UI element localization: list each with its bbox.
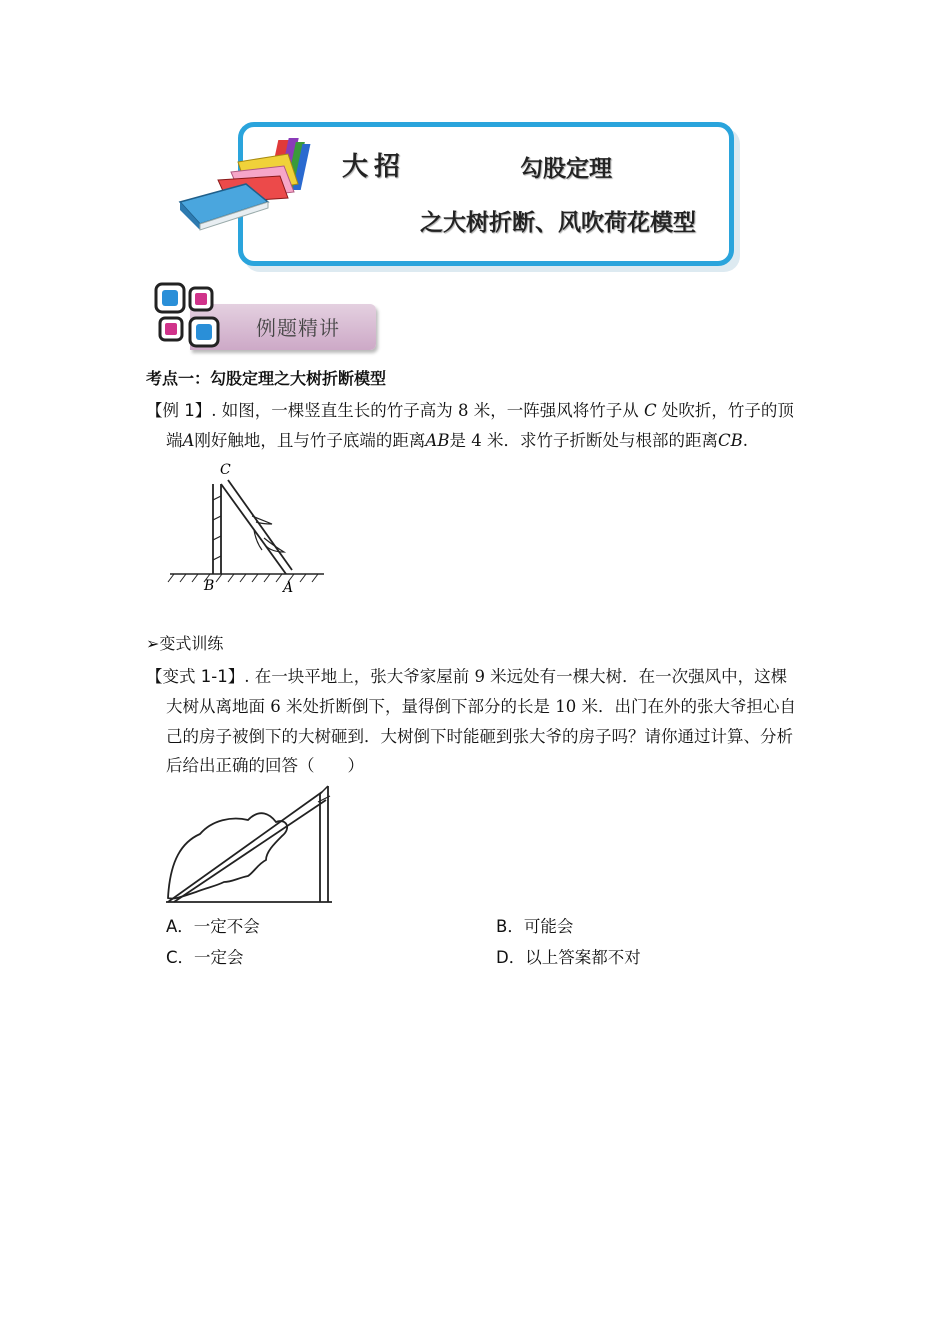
example1-text-1b: 处吹折，竹子的顶	[661, 401, 794, 420]
figure-label-c: C	[220, 462, 231, 478]
tree-house-figure	[162, 780, 336, 906]
example1-line2	[166, 426, 748, 456]
practice-line3: 己的房子被倒下的大树砸到．大树倒下时能砸到张大爷的房子吗？请你通过计算、分析	[166, 727, 793, 746]
example1-var-ab: AB	[425, 431, 450, 450]
practice-text-1: . 在一块平地上，张大爷家屋前 9 米远处有一棵大树．在一次强风中，这棵	[244, 667, 788, 686]
point-title: 考点一：勾股定理之大树折断模型	[146, 369, 387, 388]
banner-subtitle: 之大树折断、风吹荷花模型	[420, 209, 696, 236]
option-d-text: 以上答案都不对	[525, 948, 641, 967]
option-a-text: 一定不会	[193, 917, 260, 936]
practice-line1	[146, 662, 787, 692]
option-a[interactable]	[166, 912, 260, 942]
example1-text-2d: .	[742, 431, 748, 450]
option-b-text: 可能会	[523, 917, 574, 936]
example1-text-2a: 端	[166, 431, 183, 450]
squares-icon	[154, 282, 224, 352]
section-badge-label: 例题精讲	[256, 316, 340, 340]
example1-var-cb: CB	[717, 431, 743, 450]
bamboo-figure	[166, 458, 328, 598]
example1-text-1a: . 如图，一棵竖直生长的竹子高为 8 米，一阵强风将竹子从	[211, 401, 639, 420]
option-d[interactable]	[496, 943, 641, 973]
practice-heading: ➢变式训练	[146, 634, 224, 653]
books-icon	[176, 132, 336, 232]
banner-title-left: 大招	[342, 152, 407, 182]
example1-text-2c: 是 4 米．求竹子折断处与根部的距离	[449, 431, 718, 450]
practice-tag: 【变式 1-1】	[146, 667, 245, 686]
figure-label-a: A	[283, 580, 294, 596]
example1-tag: 【例 1】	[146, 401, 212, 420]
example1-var-a: A	[182, 431, 195, 450]
option-b[interactable]	[496, 912, 573, 942]
option-c-text: 一定会	[194, 948, 244, 967]
practice-line2: 大树从离地面 6 米处折断倒下，量得倒下部分的长是 10 米．出门在外的张大爷担心自	[166, 697, 796, 716]
banner-title-right: 勾股定理	[520, 155, 612, 182]
figure-label-b: B	[204, 578, 215, 594]
option-a-letter: A．	[166, 917, 194, 936]
example1-line1	[146, 396, 794, 426]
option-c[interactable]	[166, 943, 244, 973]
option-c-letter: C．	[166, 948, 195, 967]
practice-line4: 后给出正确的回答（ ）	[166, 756, 364, 775]
example1-var-c: C	[643, 401, 657, 420]
example1-text-2b: 刚好触地，且与竹子底端的距离	[194, 431, 426, 450]
option-d-letter: D．	[496, 948, 526, 967]
option-b-letter: B．	[496, 917, 524, 936]
